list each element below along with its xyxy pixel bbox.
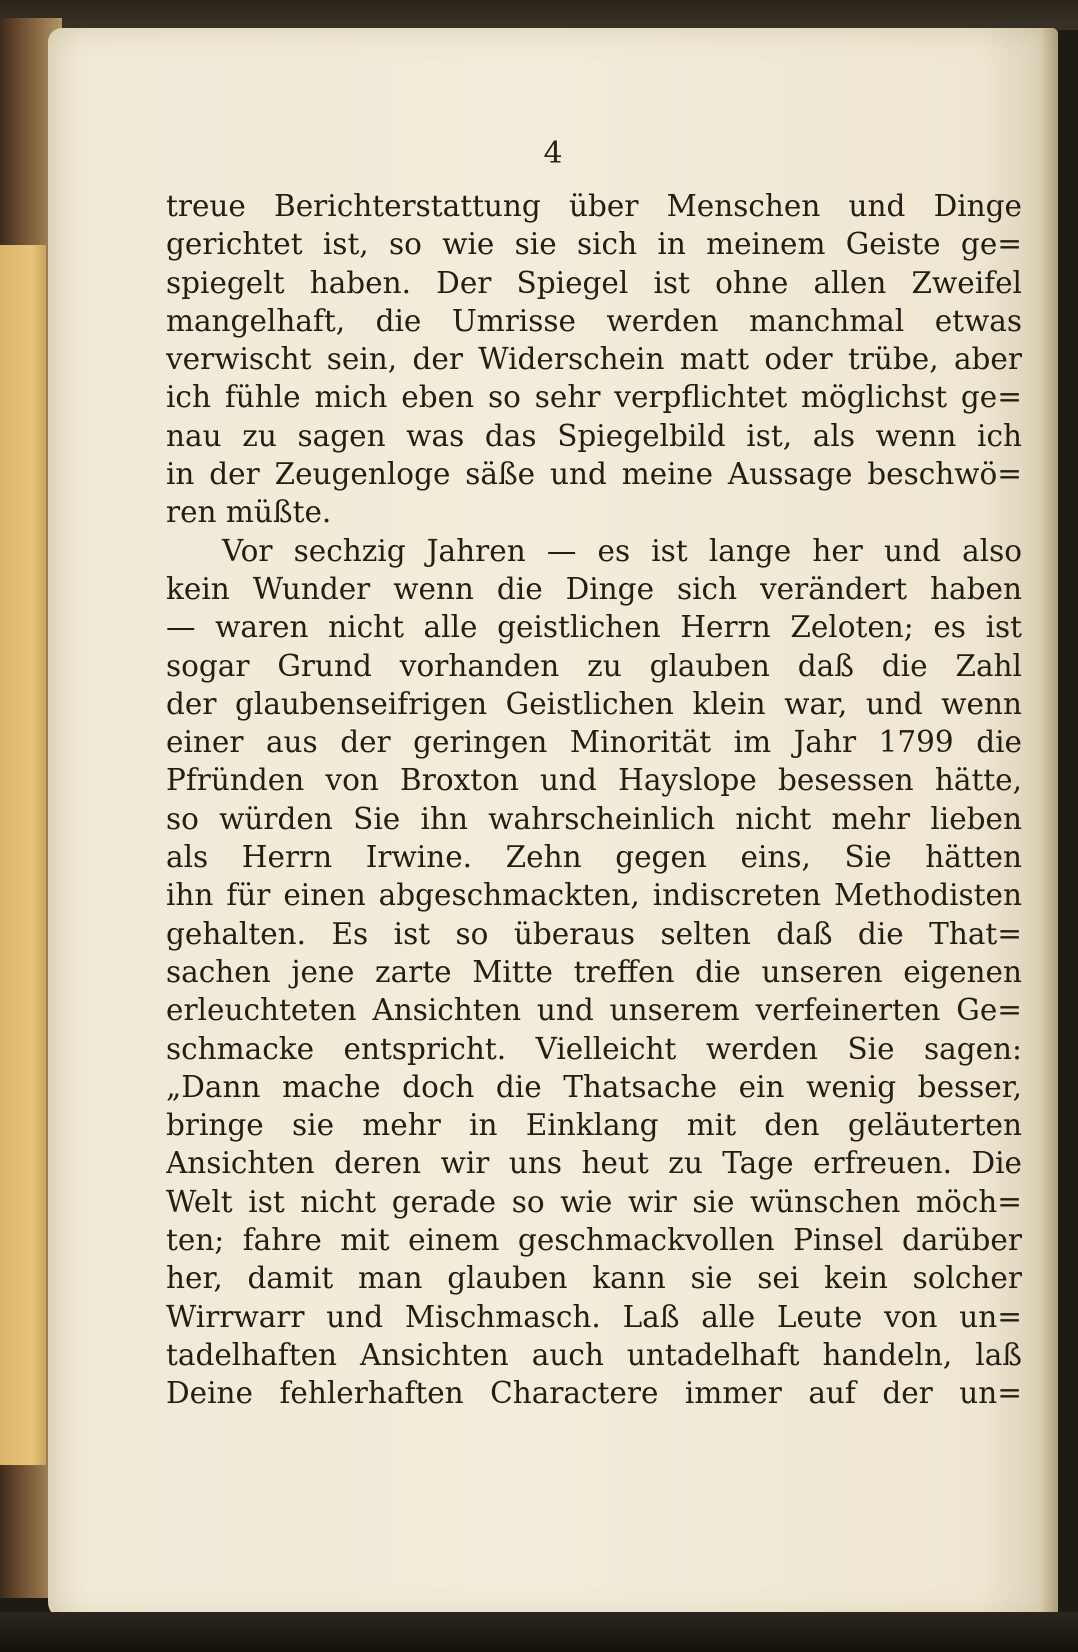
text-line: ten; fahre mit einem geschmackvollen Pinsel darüber [166, 1223, 1022, 1258]
text-line: sogar Grund vorhanden zu glauben daß die Zahl [166, 648, 1022, 683]
text-line: als Herrn Irwine. Zehn gegen eins, Sie hätten [166, 840, 1022, 875]
page-right-shadow [1040, 28, 1058, 1620]
page-number: 4 [543, 136, 563, 171]
text-line: treue Berichterstattung über Menschen und Dinge [166, 189, 1022, 223]
text-line: so würden Sie ihn wahrscheinlich nicht mehr lieben [166, 801, 1022, 836]
text-line: bringe sie mehr in Einklang mit den geläuterten [166, 1108, 1022, 1143]
body-text [166, 187, 1022, 1413]
text-line: der glaubenseifrigen Geistlichen klein war, und wenn [166, 686, 1022, 721]
text-line: in der Zeugenloge säße und meine Aussage beschwö= [166, 457, 1022, 492]
binding-top-edge [0, 0, 1078, 30]
text-line: — waren nicht alle geistlichen Herrn Zeloten; es ist [166, 610, 1022, 645]
text-line: einer aus der geringen Minorität im Jahr 1799 die [166, 725, 1022, 760]
text-line: erleuchteten Ansichten und unserem verfeinerten Ge= [166, 993, 1022, 1028]
text-line: tadelhaften Ansichten auch untadelhaft handeln, laß [166, 1337, 1022, 1372]
text-line: spiegelt haben. Der Spiegel ist ohne allen Zweifel [166, 265, 1022, 300]
cover-spine-strip [0, 245, 46, 1465]
text-line: sachen jene zarte Mitte treffen die unseren eigenen [166, 954, 1022, 989]
text-line: Deine fehlerhaften Charactere immer auf der un= [166, 1376, 1022, 1411]
text-line: nau zu sagen was das Spiegelbild ist, als wenn ich [166, 418, 1022, 453]
text-line: Pfründen von Broxton und Hayslope besessen hätte, [166, 763, 1022, 798]
text-line: kein Wunder wenn die Dinge sich verändert haben [166, 571, 1022, 606]
paragraph-start-line: Vor sechzig Jahren — es ist lange her und also [222, 533, 1022, 568]
text-line: Welt ist nicht gerade so wie wir sie wünschen möch= [166, 1184, 1022, 1219]
text-line: mangelhaft, die Umrisse werden manchmal etwas [166, 303, 1022, 338]
text-line: Wirrwarr und Mischmasch. Laß alle Leute von un= [166, 1299, 1022, 1334]
text-line: gehalten. Es ist so überaus selten daß die That= [166, 916, 1022, 951]
text-line: Ansichten deren wir uns heut zu Tage erfreuen. Die [166, 1146, 1022, 1181]
text-line: ren müßte. [166, 495, 332, 530]
text-line: „Dann mache doch die Thatsache ein wenig besser, [166, 1069, 1022, 1104]
text-line: gerichtet ist, so wie sie sich in meinem Geiste ge= [166, 227, 1022, 262]
text-line: schmacke entspricht. Vielleicht werden Sie sagen: [166, 1031, 1022, 1066]
binding-bottom-edge [0, 1612, 1078, 1652]
text-line: ihn für einen abgeschmackten, indiscreten Methodisten [166, 878, 1022, 913]
text-line: ich fühle mich eben so sehr verpflichtet möglichst ge= [166, 380, 1022, 415]
text-line: verwischt sein, der Widerschein matt oder trübe, aber [166, 342, 1022, 377]
text-line: her, damit man glauben kann sie sei kein solcher [166, 1261, 1022, 1296]
